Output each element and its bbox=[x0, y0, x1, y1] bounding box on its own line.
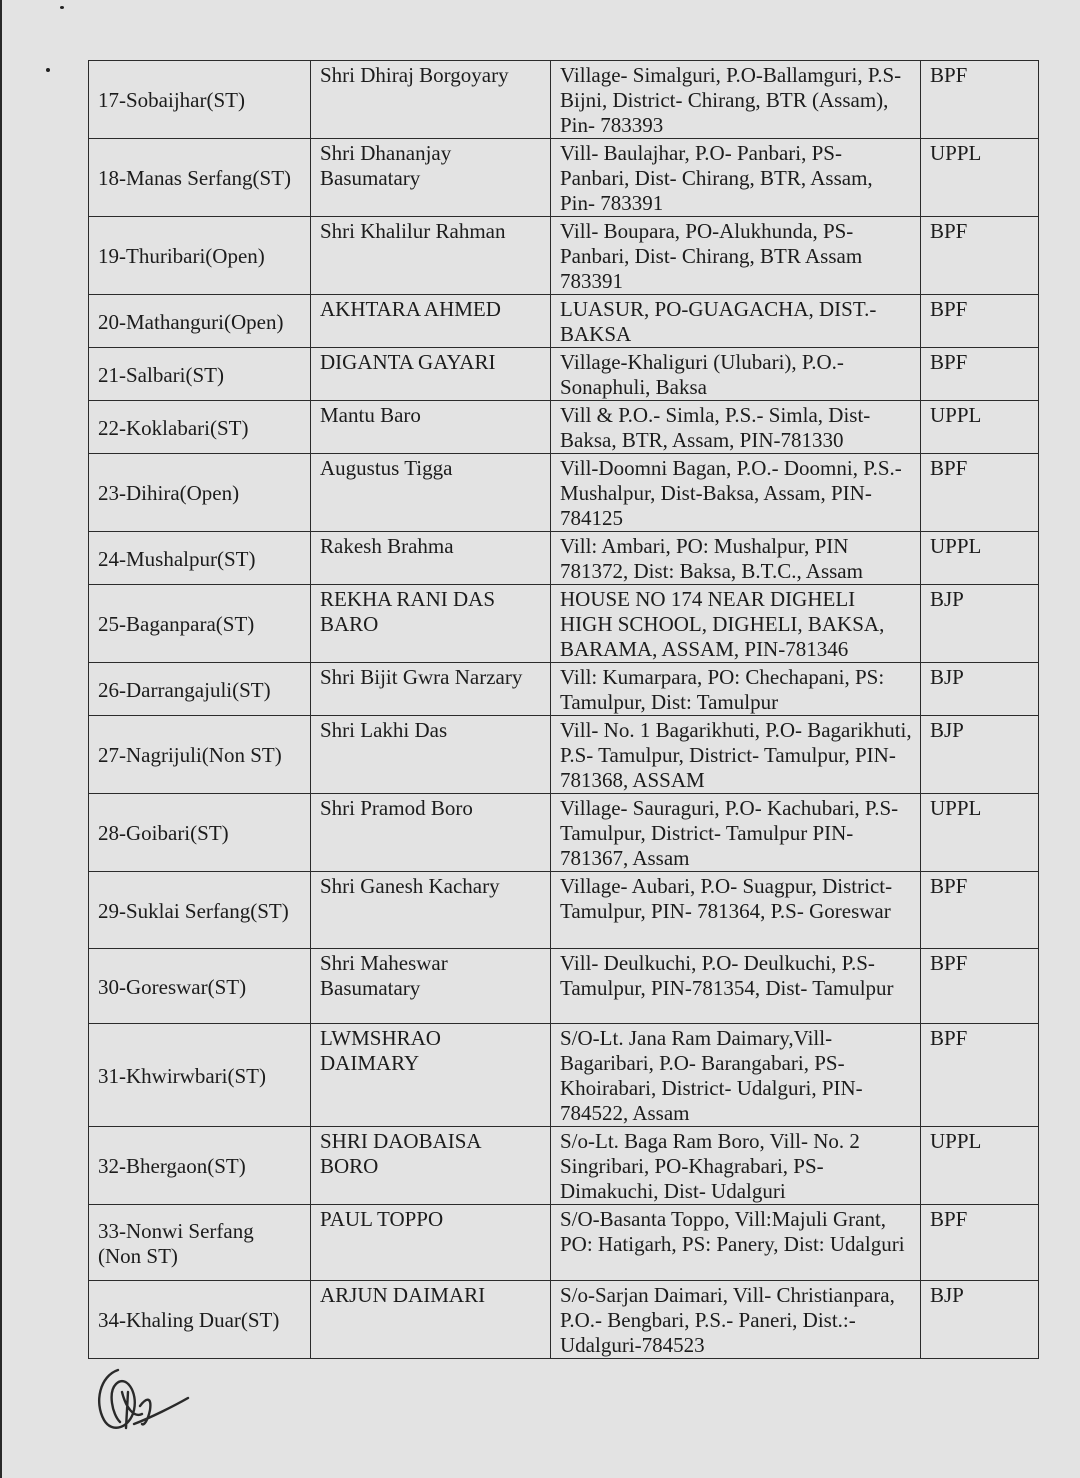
party-cell: UPPL bbox=[921, 1127, 1039, 1205]
party-cell: BPF bbox=[921, 295, 1039, 348]
table-row bbox=[89, 949, 1039, 1024]
address-cell: S/O-Lt. Jana Ram Daimary,Vill- Bagaribari, P.O- Barangabari, PS- Khoirabari, District- Udalguri, PIN- 784522, Assam bbox=[551, 1024, 921, 1127]
party-cell: UPPL bbox=[921, 532, 1039, 585]
table-row bbox=[89, 716, 1039, 794]
member-name-cell: Shri Dhananjay Basumatary bbox=[311, 139, 551, 217]
table-row bbox=[89, 585, 1039, 663]
table-row bbox=[89, 139, 1039, 217]
constituency-cell: 27-Nagrijuli(Non ST) bbox=[89, 716, 311, 794]
member-name-cell: ARJUN DAIMARI bbox=[311, 1281, 551, 1359]
constituency-cell: 29-Suklai Serfang(ST) bbox=[89, 872, 311, 949]
address-cell: Village- Sauraguri, P.O- Kachubari, P.S- Tamulpur, District- Tamulpur PIN- 781367, Assam bbox=[551, 794, 921, 872]
constituency-cell: 20-Mathanguri(Open) bbox=[89, 295, 311, 348]
party-cell: BPF bbox=[921, 61, 1039, 139]
member-name-cell: Shri Maheswar Basumatary bbox=[311, 949, 551, 1024]
address-cell: Vill- No. 1 Bagarikhuti, P.O- Bagarikhuti, P.S- Tamulpur, District- Tamulpur, PIN- 781368, ASSAM bbox=[551, 716, 921, 794]
address-cell: S/o-Sarjan Daimari, Vill- Christianpara, P.O.- Bengbari, P.S.- Paneri, Dist.:- Udalguri-784523 bbox=[551, 1281, 921, 1359]
member-name-cell: DIGANTA GAYARI bbox=[311, 348, 551, 401]
table-row bbox=[89, 663, 1039, 716]
table-row bbox=[89, 872, 1039, 949]
party-cell: UPPL bbox=[921, 794, 1039, 872]
member-name-cell: Shri Bijit Gwra Narzary bbox=[311, 663, 551, 716]
address-cell: Vill- Boupara, PO-Alukhunda, PS- Panbari, Dist- Chirang, BTR Assam 783391 bbox=[551, 217, 921, 295]
address-cell: S/o-Lt. Baga Ram Boro, Vill- No. 2 Singribari, PO-Khagrabari, PS- Dimakuchi, Dist- Udalguri bbox=[551, 1127, 921, 1205]
address-cell: Vill- Deulkuchi, P.O- Deulkuchi, P.S- Tamulpur, PIN-781354, Dist- Tamulpur bbox=[551, 949, 921, 1024]
table-row bbox=[89, 1127, 1039, 1205]
constituency-cell: 30-Goreswar(ST) bbox=[89, 949, 311, 1024]
address-cell: Vill & P.O.- Simla, P.S.- Simla, Dist- Baksa, BTR, Assam, PIN-781330 bbox=[551, 401, 921, 454]
address-cell: Vill-Doomni Bagan, P.O.- Doomni, P.S.-Mushalpur, Dist-Baksa, Assam, PIN-784125 bbox=[551, 454, 921, 532]
party-cell: BPF bbox=[921, 1205, 1039, 1281]
member-name-cell: PAUL TOPPO bbox=[311, 1205, 551, 1281]
member-name-cell: Shri Dhiraj Borgoyary bbox=[311, 61, 551, 139]
address-cell: Village- Simalguri, P.O-Ballamguri, P.S- Bijni, District- Chirang, BTR (Assam), Pin- 783393 bbox=[551, 61, 921, 139]
member-name-cell: REKHA RANI DAS BARO bbox=[311, 585, 551, 663]
page-edge bbox=[0, 0, 2, 1478]
address-cell: Vill: Kumarpara, PO: Chechapani, PS: Tamulpur, Dist: Tamulpur bbox=[551, 663, 921, 716]
party-cell: BJP bbox=[921, 716, 1039, 794]
party-cell: BPF bbox=[921, 217, 1039, 295]
address-cell: Village-Khaliguri (Ulubari), P.O.- Sonaphuli, Baksa bbox=[551, 348, 921, 401]
constituency-cell: 17-Sobaijhar(ST) bbox=[89, 61, 311, 139]
party-cell: BJP bbox=[921, 663, 1039, 716]
party-cell: BPF bbox=[921, 454, 1039, 532]
constituency-cell: 33-Nonwi Serfang (Non ST) bbox=[89, 1205, 311, 1281]
members-table bbox=[88, 60, 1039, 1359]
table-row bbox=[89, 61, 1039, 139]
party-cell: BPF bbox=[921, 348, 1039, 401]
party-cell: BJP bbox=[921, 585, 1039, 663]
party-cell: BPF bbox=[921, 872, 1039, 949]
table-row bbox=[89, 1281, 1039, 1359]
member-name-cell: AKHTARA AHMED bbox=[311, 295, 551, 348]
constituency-cell: 23-Dihira(Open) bbox=[89, 454, 311, 532]
constituency-cell: 19-Thuribari(Open) bbox=[89, 217, 311, 295]
constituency-cell: 21-Salbari(ST) bbox=[89, 348, 311, 401]
member-name-cell: LWMSHRAO DAIMARY bbox=[311, 1024, 551, 1127]
constituency-cell: 34-Khaling Duar(ST) bbox=[89, 1281, 311, 1359]
constituency-cell: 26-Darrangajuli(ST) bbox=[89, 663, 311, 716]
table-row bbox=[89, 1205, 1039, 1281]
member-name-cell: Rakesh Brahma bbox=[311, 532, 551, 585]
table-row bbox=[89, 348, 1039, 401]
speck-mark bbox=[46, 68, 50, 72]
member-name-cell: Shri Ganesh Kachary bbox=[311, 872, 551, 949]
signature-mark bbox=[90, 1362, 200, 1442]
party-cell: BPF bbox=[921, 949, 1039, 1024]
table-row bbox=[89, 217, 1039, 295]
table-row bbox=[89, 1024, 1039, 1127]
constituency-cell: 32-Bhergaon(ST) bbox=[89, 1127, 311, 1205]
address-cell: Village- Aubari, P.O- Suagpur, District- Tamulpur, PIN- 781364, P.S- Goreswar bbox=[551, 872, 921, 949]
constituency-cell: 24-Mushalpur(ST) bbox=[89, 532, 311, 585]
member-name-cell: Augustus Tigga bbox=[311, 454, 551, 532]
member-name-cell: Shri Pramod Boro bbox=[311, 794, 551, 872]
address-cell: HOUSE NO 174 NEAR DIGHELI HIGH SCHOOL, DIGHELI, BAKSA, BARAMA, ASSAM, PIN-781346 bbox=[551, 585, 921, 663]
party-cell: UPPL bbox=[921, 139, 1039, 217]
address-cell: LUASUR, PO-GUAGACHA, DIST.- BAKSA bbox=[551, 295, 921, 348]
speck-mark bbox=[60, 6, 64, 9]
constituency-cell: 28-Goibari(ST) bbox=[89, 794, 311, 872]
table-row bbox=[89, 532, 1039, 585]
member-name-cell: Mantu Baro bbox=[311, 401, 551, 454]
constituency-cell: 25-Baganpara(ST) bbox=[89, 585, 311, 663]
table-row bbox=[89, 794, 1039, 872]
member-name-cell: SHRI DAOBAISA BORO bbox=[311, 1127, 551, 1205]
table-row bbox=[89, 454, 1039, 532]
party-cell: BJP bbox=[921, 1281, 1039, 1359]
address-cell: Vill: Ambari, PO: Mushalpur, PIN 781372, Dist: Baksa, B.T.C., Assam bbox=[551, 532, 921, 585]
address-cell: Vill- Baulajhar, P.O- Panbari, PS- Panbari, Dist- Chirang, BTR, Assam, Pin- 783391 bbox=[551, 139, 921, 217]
table-row bbox=[89, 295, 1039, 348]
member-name-cell: Shri Lakhi Das bbox=[311, 716, 551, 794]
table-row bbox=[89, 401, 1039, 454]
address-cell: S/O-Basanta Toppo, Vill:Majuli Grant, PO: Hatigarh, PS: Panery, Dist: Udalguri bbox=[551, 1205, 921, 1281]
constituency-cell: 18-Manas Serfang(ST) bbox=[89, 139, 311, 217]
constituency-cell: 22-Koklabari(ST) bbox=[89, 401, 311, 454]
constituency-cell: 31-Khwirwbari(ST) bbox=[89, 1024, 311, 1127]
party-cell: BPF bbox=[921, 1024, 1039, 1127]
party-cell: UPPL bbox=[921, 401, 1039, 454]
member-name-cell: Shri Khalilur Rahman bbox=[311, 217, 551, 295]
